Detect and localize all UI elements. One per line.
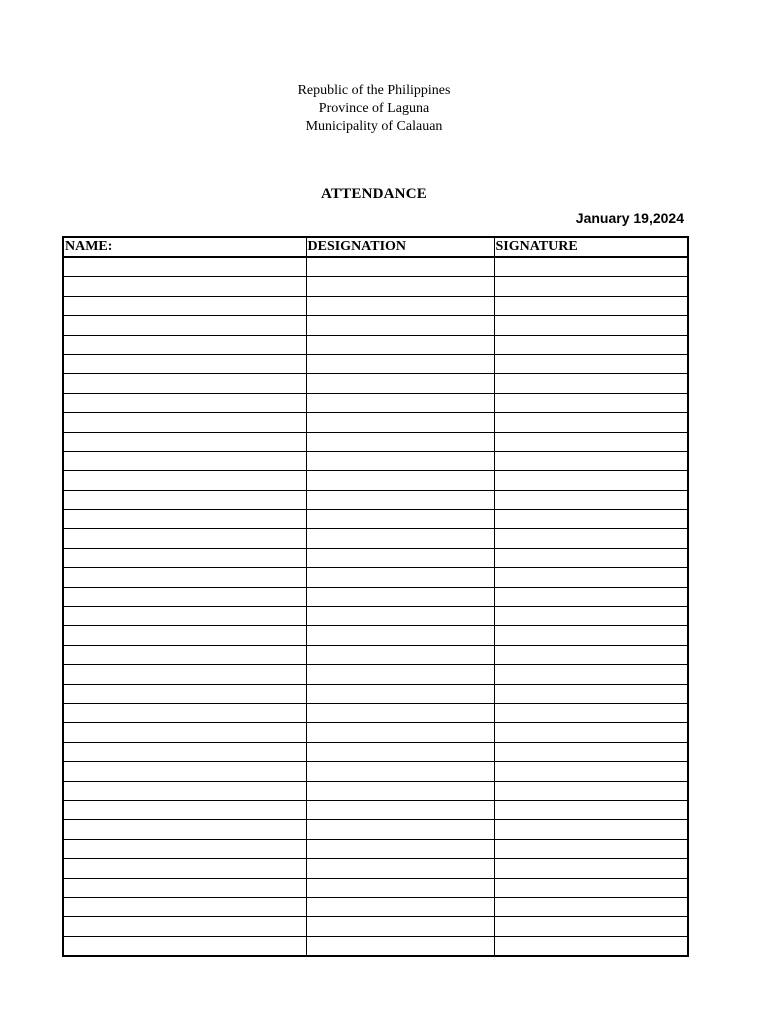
cell-name[interactable] bbox=[63, 432, 306, 451]
cell-designation[interactable] bbox=[306, 296, 494, 315]
cell-name[interactable] bbox=[63, 510, 306, 529]
cell-signature[interactable] bbox=[494, 645, 688, 664]
cell-designation[interactable] bbox=[306, 723, 494, 742]
document-header bbox=[0, 82, 748, 136]
cell-designation[interactable] bbox=[306, 607, 494, 626]
cell-name[interactable] bbox=[63, 820, 306, 839]
cell-designation[interactable] bbox=[306, 762, 494, 781]
cell-designation[interactable] bbox=[306, 568, 494, 587]
table-row bbox=[63, 451, 688, 470]
table-row bbox=[63, 820, 688, 839]
cell-signature[interactable] bbox=[494, 529, 688, 548]
cell-signature[interactable] bbox=[494, 277, 688, 296]
document-date: January 19,2024 bbox=[575, 210, 684, 226]
cell-designation[interactable] bbox=[306, 587, 494, 606]
cell-name[interactable] bbox=[63, 839, 306, 858]
cell-signature[interactable] bbox=[494, 296, 688, 315]
cell-signature[interactable] bbox=[494, 800, 688, 819]
cell-name[interactable] bbox=[63, 703, 306, 722]
cell-name[interactable] bbox=[63, 742, 306, 761]
cell-signature[interactable] bbox=[494, 393, 688, 412]
cell-name[interactable] bbox=[63, 490, 306, 509]
table-row bbox=[63, 897, 688, 916]
cell-designation[interactable] bbox=[306, 878, 494, 897]
cell-name[interactable] bbox=[63, 451, 306, 470]
table-row bbox=[63, 296, 688, 315]
header-province: Province of Laguna bbox=[318, 101, 430, 116]
cell-name[interactable] bbox=[63, 800, 306, 819]
column-header-name: NAME: bbox=[63, 237, 306, 257]
table-row bbox=[63, 393, 688, 412]
cell-name[interactable] bbox=[63, 878, 306, 897]
cell-designation[interactable] bbox=[306, 471, 494, 490]
cell-signature[interactable] bbox=[494, 626, 688, 645]
cell-signature[interactable] bbox=[494, 665, 688, 684]
table-row bbox=[63, 607, 688, 626]
table-row bbox=[63, 878, 688, 897]
cell-name[interactable] bbox=[63, 529, 306, 548]
cell-name[interactable] bbox=[63, 626, 306, 645]
cell-signature[interactable] bbox=[494, 568, 688, 587]
cell-name[interactable] bbox=[63, 393, 306, 412]
cell-designation[interactable] bbox=[306, 354, 494, 373]
cell-signature[interactable] bbox=[494, 897, 688, 916]
cell-signature[interactable] bbox=[494, 839, 688, 858]
cell-signature[interactable] bbox=[494, 354, 688, 373]
cell-signature[interactable] bbox=[494, 820, 688, 839]
cell-signature[interactable] bbox=[494, 742, 688, 761]
cell-signature[interactable] bbox=[494, 413, 688, 432]
cell-signature[interactable] bbox=[494, 878, 688, 897]
table-row bbox=[63, 316, 688, 335]
column-header-designation: DESIGNATION bbox=[306, 237, 494, 257]
cell-signature[interactable] bbox=[494, 490, 688, 509]
table-row bbox=[63, 859, 688, 878]
table-row bbox=[63, 548, 688, 567]
cell-signature[interactable] bbox=[494, 936, 688, 956]
cell-designation[interactable] bbox=[306, 703, 494, 722]
table-row bbox=[63, 626, 688, 645]
table-row bbox=[63, 510, 688, 529]
table-body bbox=[63, 257, 688, 956]
cell-designation[interactable] bbox=[306, 859, 494, 878]
cell-signature[interactable] bbox=[494, 703, 688, 722]
cell-name[interactable] bbox=[63, 277, 306, 296]
table-row bbox=[63, 917, 688, 936]
cell-designation[interactable] bbox=[306, 897, 494, 916]
cell-signature[interactable] bbox=[494, 859, 688, 878]
cell-signature[interactable] bbox=[494, 781, 688, 800]
cell-designation[interactable] bbox=[306, 335, 494, 354]
table-row bbox=[63, 703, 688, 722]
cell-designation[interactable] bbox=[306, 936, 494, 956]
table-header-row bbox=[63, 237, 688, 257]
table-row bbox=[63, 335, 688, 354]
table-row bbox=[63, 587, 688, 606]
cell-designation[interactable] bbox=[306, 277, 494, 296]
cell-designation[interactable] bbox=[306, 316, 494, 335]
cell-designation[interactable] bbox=[306, 665, 494, 684]
cell-designation[interactable] bbox=[306, 781, 494, 800]
cell-name[interactable] bbox=[63, 607, 306, 626]
table-row bbox=[63, 529, 688, 548]
cell-name[interactable] bbox=[63, 936, 306, 956]
table-row bbox=[63, 277, 688, 296]
table-row bbox=[63, 471, 688, 490]
cell-signature[interactable] bbox=[494, 471, 688, 490]
cell-name[interactable] bbox=[63, 587, 306, 606]
table-row bbox=[63, 742, 688, 761]
cell-designation[interactable] bbox=[306, 451, 494, 470]
cell-signature[interactable] bbox=[494, 548, 688, 567]
cell-signature[interactable] bbox=[494, 316, 688, 335]
table-row bbox=[63, 432, 688, 451]
table-row bbox=[63, 684, 688, 703]
cell-signature[interactable] bbox=[494, 374, 688, 393]
cell-name[interactable] bbox=[63, 645, 306, 664]
cell-designation[interactable] bbox=[306, 413, 494, 432]
cell-signature[interactable] bbox=[494, 723, 688, 742]
cell-name[interactable] bbox=[63, 413, 306, 432]
cell-designation[interactable] bbox=[306, 374, 494, 393]
cell-designation[interactable] bbox=[306, 257, 494, 277]
cell-designation[interactable] bbox=[306, 626, 494, 645]
header-municipality: Municipality of Calauan bbox=[305, 119, 443, 134]
cell-designation[interactable] bbox=[306, 548, 494, 567]
cell-signature[interactable] bbox=[494, 917, 688, 936]
cell-name[interactable] bbox=[63, 684, 306, 703]
cell-signature[interactable] bbox=[494, 762, 688, 781]
column-header-signature: SIGNATURE bbox=[494, 237, 688, 257]
cell-name[interactable] bbox=[63, 548, 306, 567]
table-row bbox=[63, 762, 688, 781]
cell-designation[interactable] bbox=[306, 684, 494, 703]
cell-name[interactable] bbox=[63, 354, 306, 373]
table-row bbox=[63, 665, 688, 684]
cell-signature[interactable] bbox=[494, 607, 688, 626]
table-row bbox=[63, 781, 688, 800]
table-row bbox=[63, 490, 688, 509]
cell-name[interactable] bbox=[63, 296, 306, 315]
attendance-table bbox=[62, 236, 689, 957]
table-row bbox=[63, 936, 688, 956]
cell-name[interactable] bbox=[63, 781, 306, 800]
table-row bbox=[63, 645, 688, 664]
cell-signature[interactable] bbox=[494, 451, 688, 470]
cell-designation[interactable] bbox=[306, 490, 494, 509]
document-title: ATTENDANCE bbox=[321, 186, 427, 202]
cell-designation[interactable] bbox=[306, 742, 494, 761]
cell-name[interactable] bbox=[63, 568, 306, 587]
cell-name[interactable] bbox=[63, 257, 306, 277]
cell-designation[interactable] bbox=[306, 800, 494, 819]
cell-name[interactable] bbox=[63, 665, 306, 684]
cell-name[interactable] bbox=[63, 762, 306, 781]
cell-name[interactable] bbox=[63, 316, 306, 335]
header-republic: Republic of the Philippines bbox=[297, 83, 451, 98]
cell-designation[interactable] bbox=[306, 839, 494, 858]
cell-designation[interactable] bbox=[306, 917, 494, 936]
cell-name[interactable] bbox=[63, 897, 306, 916]
cell-designation[interactable] bbox=[306, 645, 494, 664]
cell-signature[interactable] bbox=[494, 335, 688, 354]
table-row bbox=[63, 839, 688, 858]
cell-designation[interactable] bbox=[306, 393, 494, 412]
cell-designation[interactable] bbox=[306, 820, 494, 839]
cell-name[interactable] bbox=[63, 471, 306, 490]
table-row bbox=[63, 800, 688, 819]
cell-name[interactable] bbox=[63, 723, 306, 742]
cell-signature[interactable] bbox=[494, 684, 688, 703]
cell-signature[interactable] bbox=[494, 257, 688, 277]
table-row bbox=[63, 413, 688, 432]
cell-designation[interactable] bbox=[306, 529, 494, 548]
table-row bbox=[63, 257, 688, 277]
cell-name[interactable] bbox=[63, 335, 306, 354]
cell-signature[interactable] bbox=[494, 587, 688, 606]
table-row bbox=[63, 568, 688, 587]
cell-signature[interactable] bbox=[494, 432, 688, 451]
table-row bbox=[63, 723, 688, 742]
table-row bbox=[63, 354, 688, 373]
cell-name[interactable] bbox=[63, 859, 306, 878]
cell-designation[interactable] bbox=[306, 432, 494, 451]
cell-signature[interactable] bbox=[494, 510, 688, 529]
cell-name[interactable] bbox=[63, 917, 306, 936]
table-row bbox=[63, 374, 688, 393]
cell-name[interactable] bbox=[63, 374, 306, 393]
cell-designation[interactable] bbox=[306, 510, 494, 529]
